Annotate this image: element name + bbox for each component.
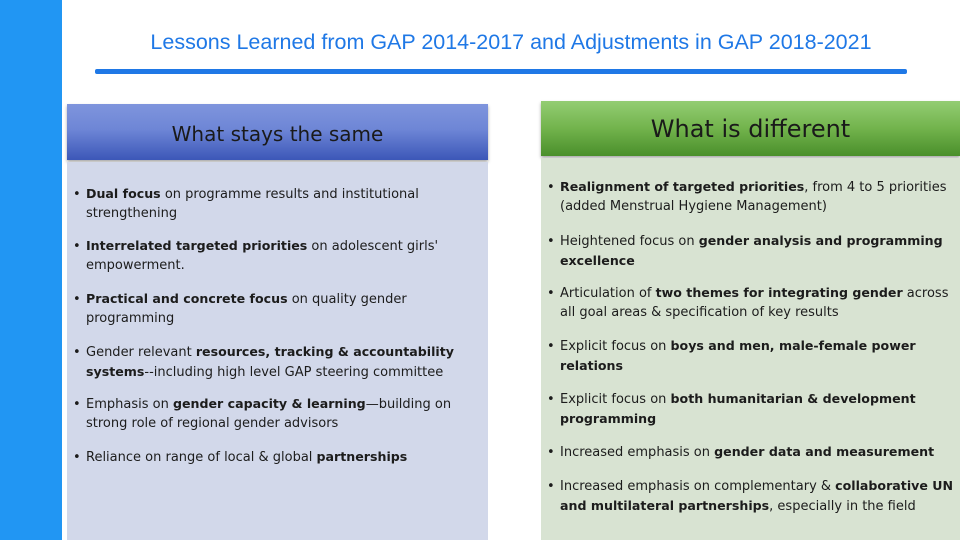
slide-title: Lessons Learned from GAP 2014-2017 and Adjustments in GAP 2018-2021 xyxy=(150,30,872,54)
right-column-header xyxy=(541,101,960,156)
side-accent-strip xyxy=(0,0,62,540)
right-bullet-item: • Realignment of targeted priorities, from 4 to 5 priorities (added Menstrual Hygiene Management) xyxy=(547,179,947,214)
left-column-heading: What stays the same xyxy=(171,121,384,146)
left-bullet-item: • Emphasis on gender capacity & learning—building on strong role of regional gender advisors xyxy=(73,396,452,431)
left-bullet-item: • Reliance on range of local & global partnerships xyxy=(73,449,408,465)
right-bullet-item: • Explicit focus on boys and men, male-female power relations xyxy=(547,338,916,373)
right-column-heading: What is different xyxy=(650,114,851,143)
right-column-body xyxy=(541,158,960,540)
right-bullet-item: • Explicit focus on both humanitarian & development programming xyxy=(547,391,916,426)
left-column-header xyxy=(67,104,488,160)
right-bullet-item: • Increased emphasis on gender data and measurement xyxy=(547,444,935,460)
left-column-body xyxy=(67,162,488,540)
right-column-panel xyxy=(541,101,960,540)
right-bullet-item: • Articulation of two themes for integrating gender across all goal areas & specification of key results xyxy=(547,285,949,320)
title-underline xyxy=(95,69,907,74)
left-bullet-item: • Practical and concrete focus on quality gender programming xyxy=(73,291,407,326)
left-bullet-item: • Dual focus on programme results and institutional strengthening xyxy=(73,186,419,221)
left-column-panel xyxy=(67,104,488,540)
left-bullet-item: • Interrelated targeted priorities on adolescent girls' empowerment. xyxy=(73,238,439,273)
left-bullet-item: • Gender relevant resources, tracking & accountability systems--including high level GAP steering committee xyxy=(73,344,454,380)
right-bullet-item: • Increased emphasis on complementary & collaborative UN and multilateral partnerships, especially in the field xyxy=(547,478,954,514)
right-bullet-item: • Heightened focus on gender analysis and programming excellence xyxy=(547,233,943,268)
